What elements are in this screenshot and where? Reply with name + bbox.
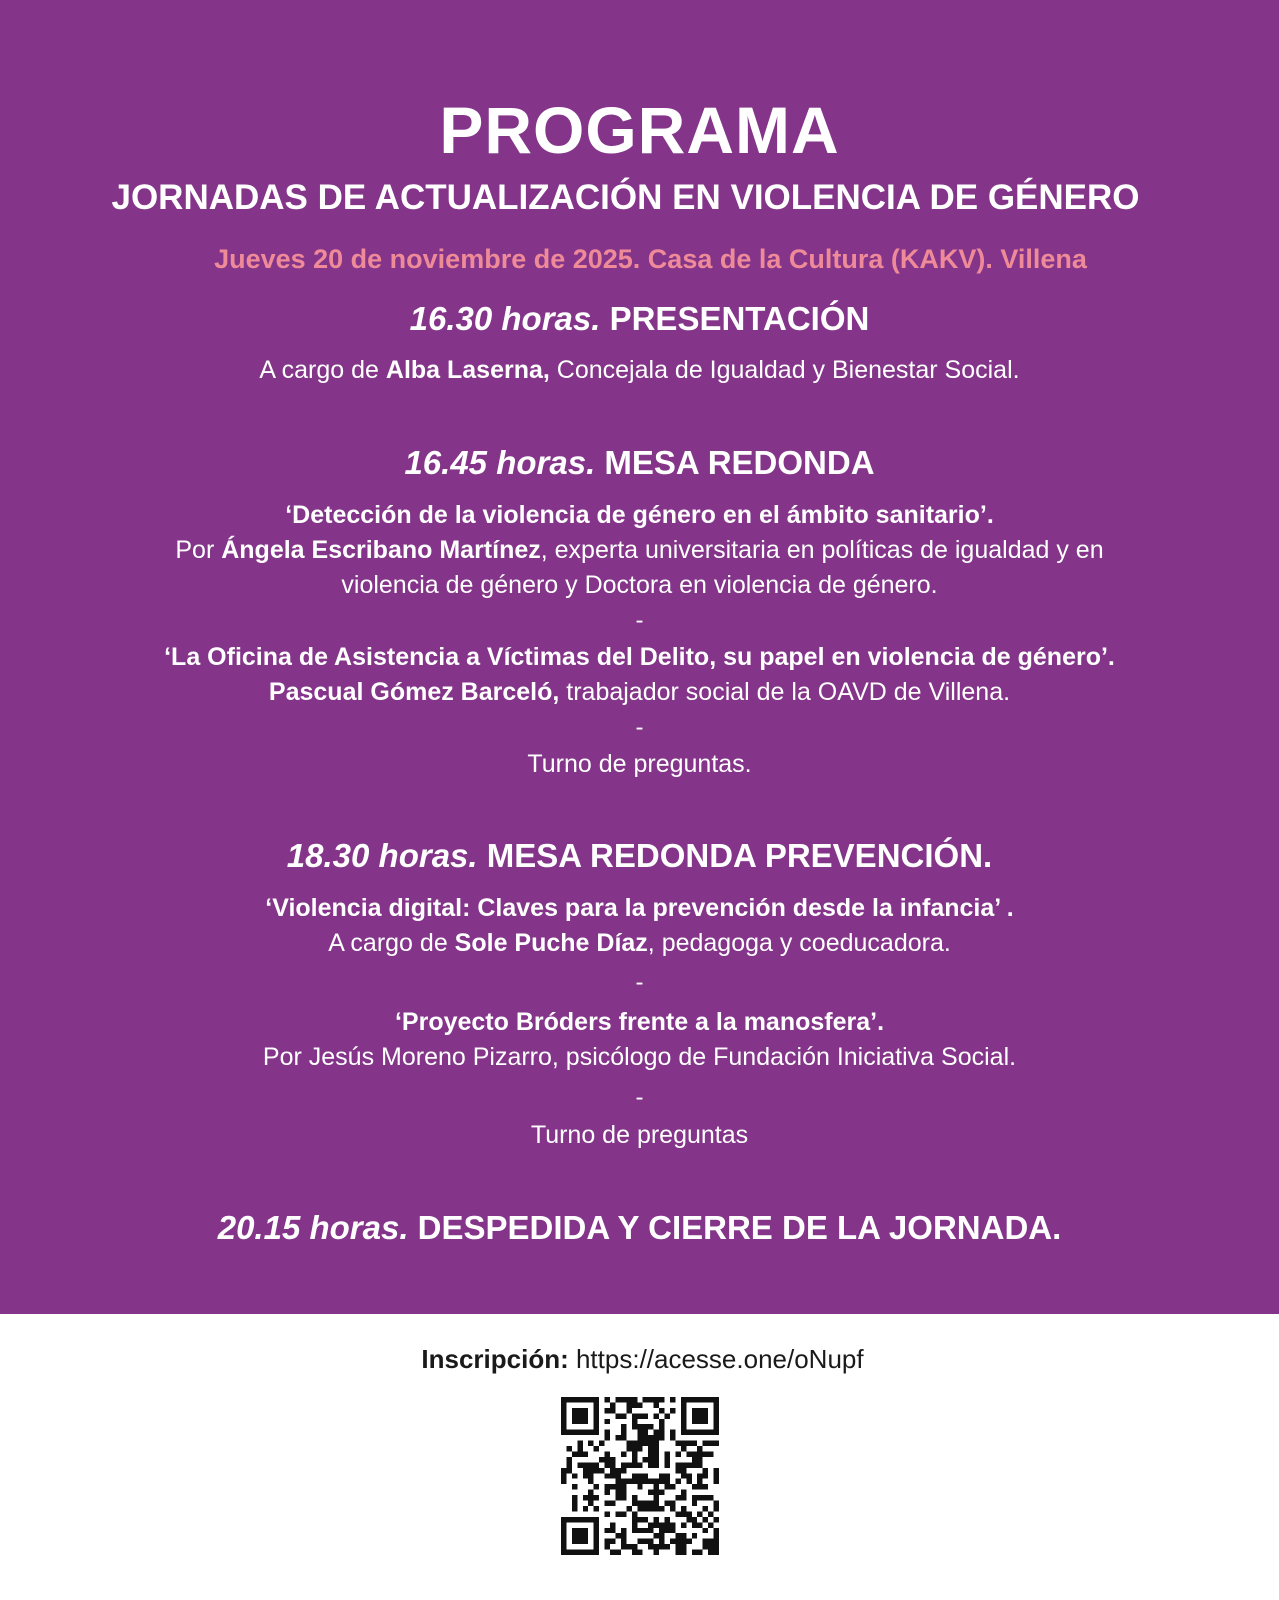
talk-title: ‘Proyecto Bróders frente a la manosfera’. <box>394 1008 885 1036</box>
section-title: MESA REDONDA PREVENCIÓN. <box>477 837 993 874</box>
speaker-name: Pascual Gómez Barceló, <box>268 678 560 706</box>
speaker-line: Por Jesús Moreno Pizarro, psicólogo de Fundación Iniciativa Social. <box>262 1043 1017 1071</box>
section-time: 16.30 horas. <box>409 300 601 337</box>
text-fragment: trabajador social de la OAVD de Villena. <box>559 678 1011 706</box>
section-title: PRESENTACIÓN <box>600 300 870 337</box>
speaker-line-continued: violencia de género y Doctora en violencia de género. <box>341 571 938 599</box>
questions-line: Turno de preguntas <box>530 1121 749 1149</box>
separator: - <box>635 969 644 996</box>
registration-link[interactable]: https://acesse.one/oNupf <box>568 1344 864 1374</box>
qr-code-icon[interactable] <box>561 1397 719 1555</box>
text-fragment: , pedagoga y coeducadora. <box>647 929 951 957</box>
section-time: 18.30 horas. <box>286 837 478 874</box>
separator: - <box>635 607 644 634</box>
talk-title: ‘La Oficina de Asistencia a Víctimas del Delito, su papel en violencia de género’. <box>164 643 1115 671</box>
text-fragment: , experta universitaria en políticas de igualdad y en <box>540 536 1104 564</box>
registration-footer <box>0 1314 1279 1600</box>
presenter-name: Alba Laserna, <box>385 356 550 384</box>
registration-label: Inscripción: <box>421 1344 569 1374</box>
section-heading-mesa-redonda <box>0 444 1279 482</box>
speaker-line <box>0 926 1279 961</box>
speaker-name: Sole Puche Díaz <box>454 929 648 957</box>
section-heading-prevencion <box>0 837 1279 875</box>
section-title: MESA REDONDA <box>595 444 875 481</box>
section-heading-cierre <box>0 1209 1279 1247</box>
text-fragment: Por <box>175 536 222 564</box>
talk-title: ‘Detección de la violencia de género en el ámbito sanitario’. <box>285 501 994 529</box>
speaker-line <box>0 675 1279 710</box>
separator: - <box>635 714 644 741</box>
separator: - <box>635 1084 644 1111</box>
questions-line: Turno de preguntas. <box>527 750 752 778</box>
page-title: PROGRAMA <box>439 93 840 167</box>
event-subtitle: JORNADAS DE ACTUALIZACIÓN EN VIOLENCIA DE GÉNERO <box>111 178 1140 217</box>
section-title: DESPEDIDA Y CIERRE DE LA JORNADA. <box>408 1209 1062 1246</box>
speaker-line <box>0 533 1279 568</box>
speaker-name: Ángela Escribano Martínez <box>221 536 541 564</box>
text-fragment: A cargo de <box>328 929 455 957</box>
talk-title: ‘Violencia digital: Claves para la prevención desde la infancia’ . <box>265 894 1014 922</box>
section-heading-presentacion <box>0 300 1279 338</box>
section-time: 20.15 horas. <box>217 1209 409 1246</box>
section-time: 16.45 horas. <box>404 444 596 481</box>
text-fragment: A cargo de <box>259 356 386 384</box>
presenter-line <box>0 353 1279 388</box>
event-date-location: Jueves 20 de noviembre de 2025. Casa de la Cultura (KAKV). Villena <box>214 244 1087 274</box>
text-fragment: Concejala de Igualdad y Bienestar Social. <box>549 356 1020 384</box>
registration-line <box>0 1344 1279 1375</box>
